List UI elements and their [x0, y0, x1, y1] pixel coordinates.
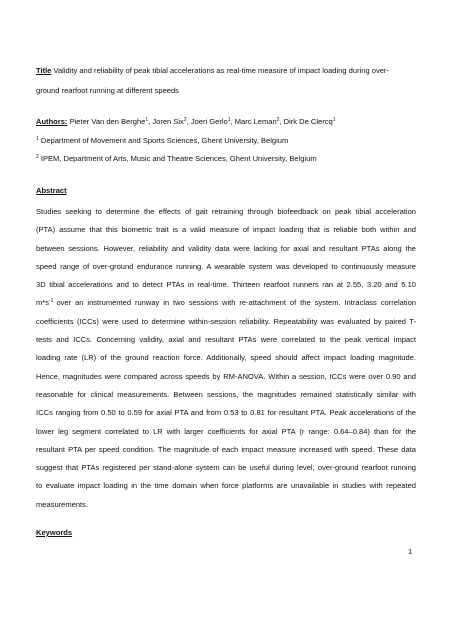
affiliation-2 — [36, 154, 317, 163]
affiliation-text: Department of Movement and Sports Sciences, Ghent University, Belgium — [40, 136, 289, 145]
abstract-line: between sessions. However, reliability and validity data were lacking for axial and resultant PTAs along the — [36, 243, 416, 253]
abstract-line: speed range of over-ground endurance running. A wearable system was developed to continuously measure — [36, 261, 416, 271]
author-name: Joren Six — [152, 117, 184, 126]
abstract-line: loading rate (LR) of the ground reaction force. Additionally, speed should affect impact loading magnitude. — [36, 353, 416, 363]
author-affiliation-mark: 1 — [227, 117, 231, 123]
title-text-line-1: Validity and reliability of peak tibial accelerations as real-time measure of impact loading during over- — [53, 66, 389, 75]
abstract-line-text: over an instrumented runway in two sessions with re-attachment of the system. Intraclass correlation — [56, 298, 416, 308]
abstract-line: tests and ICCs. Concerning validity, axial and resultant PTAs were correlated to the peak vertical impact — [36, 335, 416, 345]
title-label: Title — [36, 66, 52, 75]
author-name: Pieter Van den Berghe — [69, 117, 146, 126]
affiliation-mark: 1 — [36, 136, 39, 142]
abstract-line: 3D tibial accelerations and to detect PTAs in real-time. Thirteen rearfoot runners ran at 2.55, 3.20 and 5.10 — [36, 280, 416, 290]
abstract-line: suggest that PTAs registered per stand-alone system can be useful during level, over-ground rearfoot running — [36, 463, 416, 473]
page-number: 1 — [408, 547, 413, 556]
keywords-heading: Keywords — [36, 528, 73, 537]
abstract-line-with-unit — [36, 298, 416, 316]
abstract-line: ICCs ranging from 0.50 to 0.59 for axial PTA and from 0.53 to 0.81 for resultant PTA. Peak accelerations of the — [36, 408, 416, 418]
title-block — [36, 66, 416, 96]
title-line-1 — [36, 66, 416, 76]
abstract-line: Studies seeking to determine the effects of gait retraining through biofeedback on peak tibial acceleration — [36, 207, 416, 216]
abstract-body — [36, 207, 416, 518]
abstract-line: coefficients (ICCs) were used to determine within-session reliability. Repeatability was evaluated by paired T- — [36, 316, 416, 326]
speed-unit: $m*s^{-1}$ — [36, 298, 54, 308]
affiliation-mark: 2 — [36, 154, 39, 160]
abstract-line: to evaluate impact loading in the time domain when force platforms are unavailable in studies with repeated — [36, 481, 416, 491]
authors-line: Authors: Pieter Van den Berghe$^1$, Joren Six$^2$, Joeri Gerlo$^1$, Marc Leman$^2$, Dirk De Clercq$^1$ — [36, 117, 336, 126]
author-affiliation-mark: 2 — [183, 117, 187, 123]
author-name: Dirk De Clercq — [283, 117, 333, 126]
abstract-line: Hence, magnitudes were compared across speeds by RM-ANOVA. Within a session, ICCs were over 0.90 and — [36, 371, 416, 381]
author-affiliation-mark: 2 — [276, 117, 280, 123]
abstract-line: lower leg segment correlated to LR with larger coefficients for axial PTA (r range: 0.64–0.84) than for the — [36, 426, 416, 436]
title-line-2: ground rearfoot running at different speeds — [36, 86, 179, 95]
abstract-heading: Abstract — [36, 186, 67, 195]
affiliation-text: IPEM, Department of Arts, Music and Theatre Sciences, Ghent University, Belgium — [40, 154, 317, 163]
abstract-line: resultant PTA per speed condition. The magnitude of each impact measure increased with speed. These data — [36, 444, 416, 454]
author-name: Marc Leman — [234, 117, 277, 126]
author-affiliation-mark: 1 — [145, 117, 149, 123]
abstract-line: reasonable for clinical measurements. Between sessions, the magnitudes remained statistically similar with — [36, 389, 416, 399]
author-affiliation-mark: 1 — [332, 117, 336, 123]
author-name: Joeri Gerlo — [190, 117, 228, 126]
authors-label: Authors: — [36, 117, 68, 126]
abstract-line: measurements. — [36, 499, 89, 509]
affiliation-1 — [36, 136, 288, 145]
abstract-line: (PTA) assume that this biometric trait is a valid measure of impact loading that is reliable both within and — [36, 225, 416, 235]
